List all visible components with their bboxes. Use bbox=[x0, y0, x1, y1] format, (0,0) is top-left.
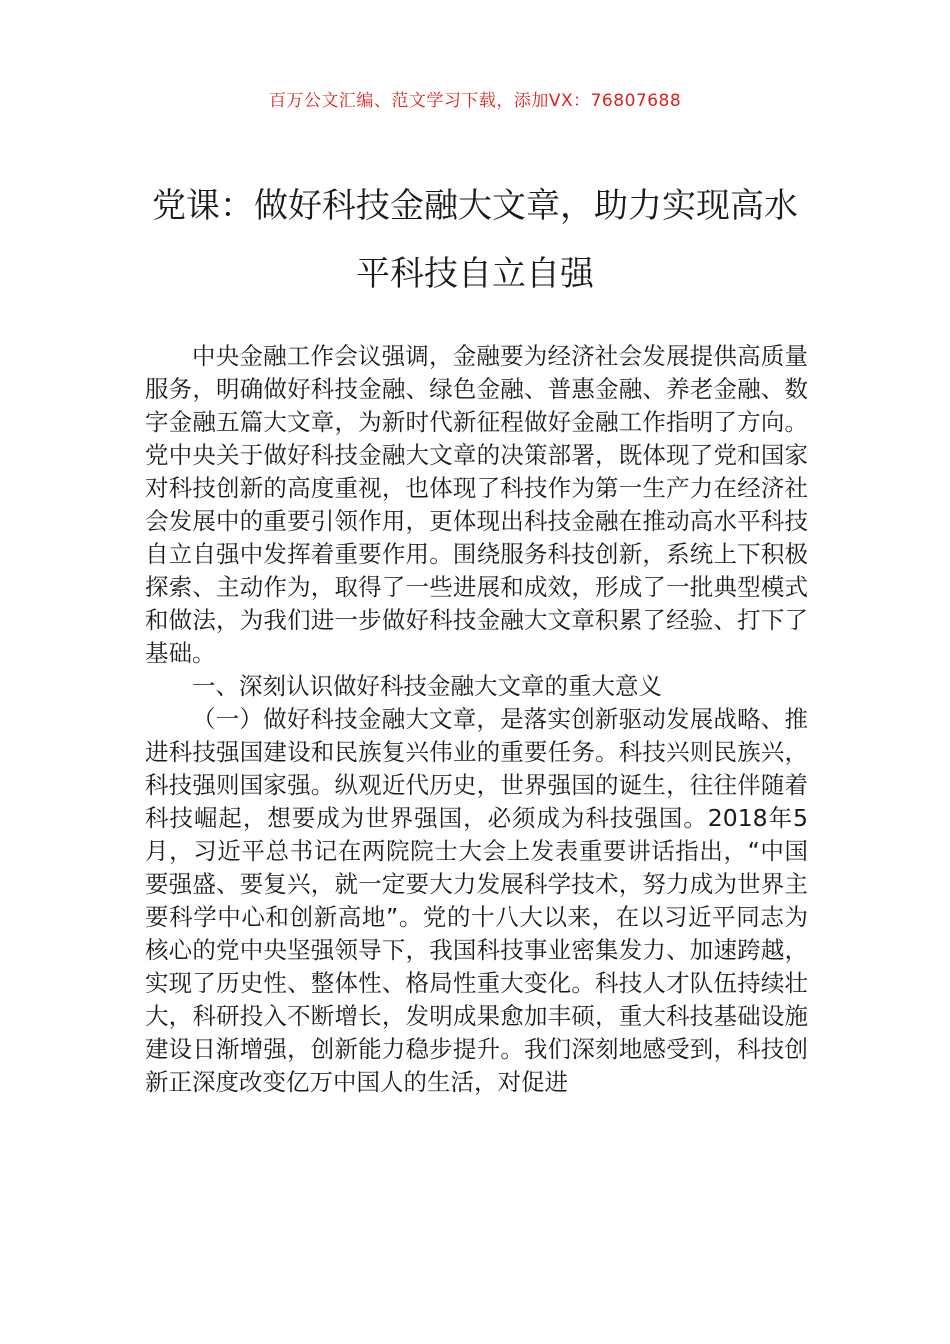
body-paragraph-intro: 中央金融工作会议强调，金融要为经济社会发展提供高质量服务，明确做好科技金融、绿色金融、普惠金融、养老金融、数字金融五篇大文章，为新时代新征程做好金融工作指明了方向。党中央关于做好科技金融大文章的决策部署，既体现了党和国家对科技创新的高度重视，也体现了科技作为第一生产力在经济社会发展中的重要引领作用，更体现出科技金融在推动高水平科技自立自强中发挥着重要作用。围绕服务科技创新，系统上下积极探索、主动作为，取得了一些进展和成效，形成了一批典型模式和做法，为我们进一步做好科技金融大文章积累了经验、打下了基础。 bbox=[145, 342, 808, 667]
section-heading-1: 一、深刻认识做好科技金融大文章的重大意义 bbox=[192, 672, 662, 700]
header-watermark-note: 百万公文汇编、范文学习下载，添加VX：76807688 bbox=[268, 91, 682, 111]
document-body bbox=[145, 340, 808, 1099]
document-title: 党课：做好科技金融大文章，助力实现高水平科技自立自强 bbox=[152, 186, 798, 294]
body-paragraph-1-1: （一）做好科技金融大文章，是落实创新驱动发展战略、推进科技强国建设和民族复兴伟业的重要任务。科技兴则民族兴，科技强则国家强。纵观近代历史，世界强国的诞生，往往伴随着科技崛起，想要成为世界强国，必须成为科技强国。2018年5月，习近平总书记在两院院士大会上发表重要讲话指出，“中国要强盛、要复兴，就一定要大力发展科学技术，努力成为世界主要科学中心和创新高地”。党的十八大以来，在以习近平同志为核心的党中央坚强领导下，我国科技事业密集发力、加速跨越，实现了历史性、整体性、格局性重大变化。科技人才队伍持续壮大，科研投入不断增长，发明成果愈加丰硕，重大科技基础设施建设日渐增强，创新能力稳步提升。我们深刻地感受到，科技创新正深度改变亿万中国人的生活，对促进 bbox=[145, 705, 808, 1096]
